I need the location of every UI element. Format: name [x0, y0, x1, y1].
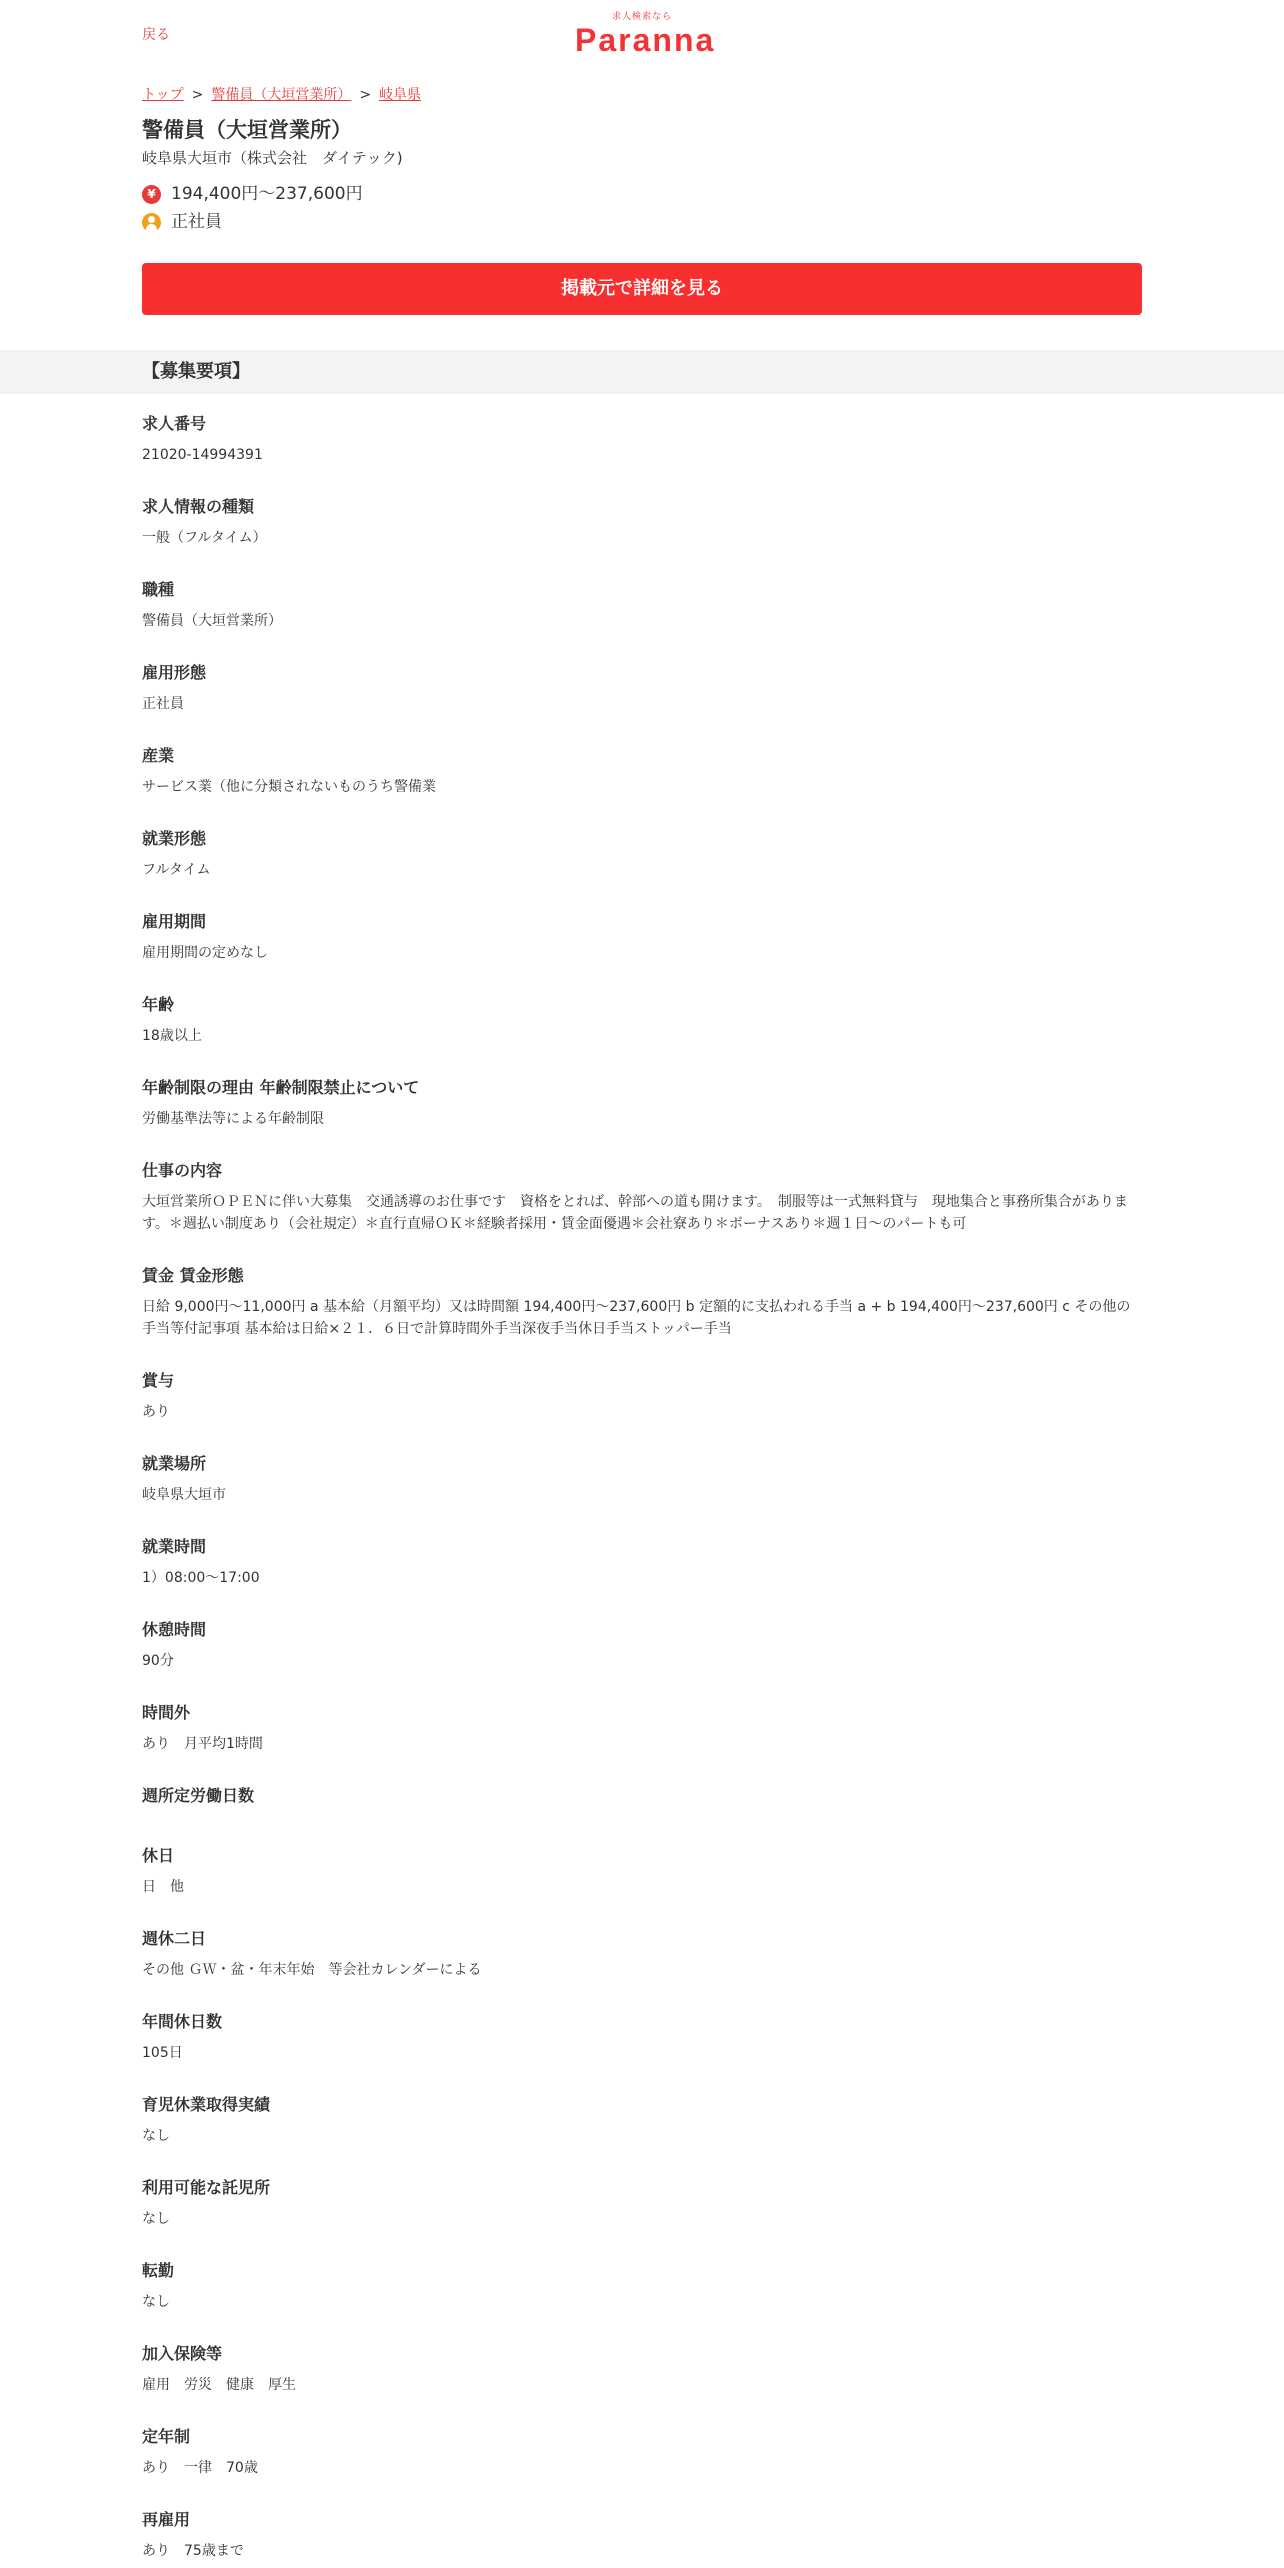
detail-item	[142, 1159, 1142, 1235]
detail-label: 賃金 賃金形態	[142, 1266, 244, 1285]
detail-label: 育児休業取得実績	[142, 2095, 271, 2114]
detail-label: 定年制	[142, 2427, 191, 2446]
salary-text: 194,400円～237,600円	[171, 184, 363, 204]
site-logo[interactable]	[575, 12, 716, 58]
detail-item	[142, 1844, 1142, 1898]
view-details-button[interactable]: 掲載元で詳細を見る	[142, 263, 1142, 315]
detail-value: あり 一律 70歳	[142, 2460, 258, 2476]
breadcrumb	[142, 84, 421, 104]
detail-value: 雇用 労災 健康 厚生	[142, 2377, 296, 2393]
detail-item	[142, 910, 1142, 964]
detail-value: あり	[142, 1404, 170, 1420]
detail-item	[142, 1452, 1142, 1506]
detail-item	[142, 2508, 1142, 2562]
salary-row	[142, 182, 363, 206]
detail-item	[142, 661, 1142, 715]
back-link[interactable]: 戻る	[142, 27, 170, 43]
detail-label: 休日	[142, 1846, 175, 1865]
detail-value: 労働基準法等による年齢制限	[142, 1111, 324, 1127]
breadcrumb-item-job[interactable]: 警備員（大垣営業所）	[211, 87, 352, 103]
detail-item	[142, 2010, 1142, 2064]
detail-value: その他 ＧＷ・盆・年末年始 等会社カレンダーによる	[142, 1962, 482, 1978]
detail-value: 一般（フルタイム）	[142, 530, 267, 546]
logo-tagline: 求人検索なら	[611, 12, 672, 22]
detail-value: なし	[142, 2128, 170, 2144]
job-company: 岐阜県大垣市（株式会社 ダイテック)	[142, 149, 403, 167]
employment-type-row	[142, 210, 222, 234]
detail-item	[142, 2176, 1142, 2230]
detail-label: 年間休日数	[142, 2012, 223, 2031]
detail-item	[142, 744, 1142, 798]
detail-item	[142, 1369, 1142, 1423]
yen-icon: ¥	[142, 185, 161, 204]
detail-item	[142, 1784, 1142, 1816]
employment-type-text: 正社員	[171, 212, 222, 232]
breadcrumb-separator: >	[191, 87, 204, 103]
detail-label: 求人番号	[142, 414, 207, 433]
detail-item	[142, 2342, 1142, 2396]
detail-label: 就業形態	[142, 829, 207, 848]
section-header	[0, 350, 1284, 394]
detail-value: 21020-14994391	[142, 447, 263, 463]
detail-label: 週所定労働日数	[142, 1786, 255, 1805]
detail-item	[142, 412, 1142, 466]
detail-label: 週休二日	[142, 1929, 207, 1948]
detail-value: サービス業（他に分類されないものうち警備業	[142, 779, 436, 795]
detail-value: 18歳以上	[142, 1028, 202, 1044]
detail-label: 転勤	[142, 2261, 175, 2280]
detail-label: 休憩時間	[142, 1620, 207, 1639]
person-icon	[142, 213, 161, 232]
detail-item	[142, 495, 1142, 549]
detail-label: 求人情報の種類	[142, 497, 255, 516]
detail-label: 仕事の内容	[142, 1161, 223, 1180]
detail-item	[142, 1927, 1142, 1981]
detail-label: 雇用期間	[142, 912, 207, 931]
detail-value: 90分	[142, 1653, 174, 1669]
detail-value: フルタイム	[142, 862, 211, 878]
detail-item	[142, 827, 1142, 881]
section-title: 【募集要項】	[142, 361, 250, 382]
detail-value: 警備員（大垣営業所）	[142, 613, 282, 629]
site-header	[0, 0, 1284, 64]
detail-label: 就業時間	[142, 1537, 207, 1556]
detail-value: 日 他	[142, 1879, 184, 1895]
detail-label: 加入保険等	[142, 2344, 223, 2363]
job-title: 警備員（大垣営業所）	[142, 118, 352, 142]
detail-value: 正社員	[142, 696, 184, 712]
detail-label: 再雇用	[142, 2510, 191, 2529]
detail-value: あり 月平均1時間	[142, 1736, 263, 1752]
detail-item	[142, 1535, 1142, 1589]
detail-label: 産業	[142, 746, 175, 765]
detail-item	[142, 1701, 1142, 1755]
detail-item	[142, 993, 1142, 1047]
detail-item	[142, 1264, 1142, 1340]
detail-item	[142, 1076, 1142, 1130]
detail-value: なし	[142, 2294, 170, 2310]
detail-item	[142, 2259, 1142, 2313]
detail-item	[142, 578, 1142, 632]
detail-value: 105日	[142, 2045, 183, 2061]
detail-label: 時間外	[142, 1703, 191, 1722]
detail-value: なし	[142, 2211, 170, 2227]
detail-value: 1）08:00～17:00	[142, 1570, 260, 1586]
detail-item	[142, 2425, 1142, 2479]
detail-item	[142, 2093, 1142, 2147]
logo-wordmark: Paranna	[575, 22, 716, 58]
detail-item	[142, 1618, 1142, 1672]
detail-label: 雇用形態	[142, 663, 207, 682]
detail-value: あり 75歳まで	[142, 2543, 244, 2559]
detail-label: 利用可能な託児所	[142, 2178, 271, 2197]
detail-label: 年齢制限の理由 年齢制限禁止について	[142, 1078, 420, 1097]
detail-label: 就業場所	[142, 1454, 207, 1473]
breadcrumb-item-prefecture[interactable]: 岐阜県	[379, 87, 422, 103]
detail-value: 雇用期間の定めなし	[142, 945, 268, 961]
breadcrumb-separator: >	[359, 87, 372, 103]
detail-label: 賞与	[142, 1371, 175, 1390]
detail-label: 職種	[142, 580, 175, 599]
breadcrumb-item-top[interactable]: トップ	[142, 87, 184, 103]
detail-value: 岐阜県大垣市	[142, 1487, 226, 1503]
detail-value: 大垣営業所ＯＰＥＮに伴い大募集 交通誘導のお仕事です 資格をとれば、幹部への道も開けます。 制服等は一式無料貸与 現地集合と事務所集合があります。＊週払い制度あり（会社規定）＊直行直帰ＯＫ＊経験者採用・賃金面優遇＊会社寮あり＊ボーナスあり＊週１日～のパートも可	[142, 1194, 1128, 1232]
detail-value: 日給 9,000円～11,000円 a 基本給（月額平均）又は時間額 194,400円～237,600円 b 定額的に支払われる手当 a + b 194,400円～237,600円 c その他の手当等付記事項 基本給は日給×２１．６日で計算時間外手当深夜手当休日手当ストッパー手当	[142, 1299, 1131, 1337]
detail-label: 年齢	[142, 995, 175, 1014]
